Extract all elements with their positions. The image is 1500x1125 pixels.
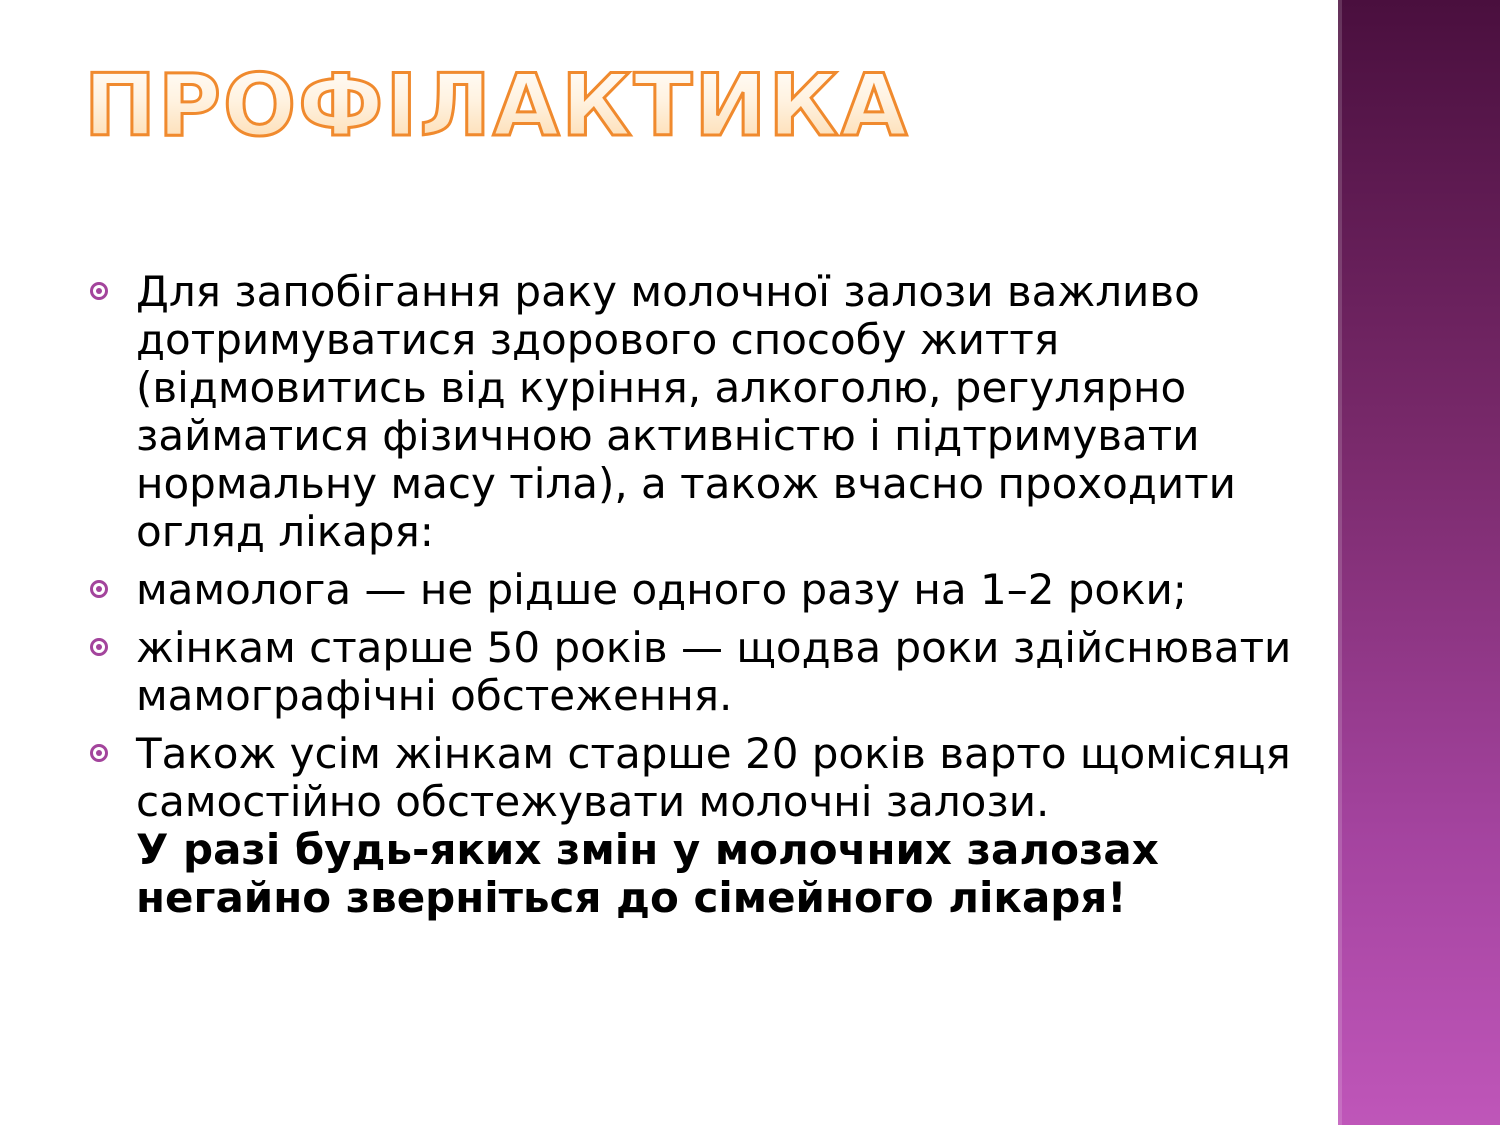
bullet-item-mammologist — [90, 566, 1310, 614]
slide-title: ПРОФІЛАКТИКА — [84, 56, 910, 156]
bullet-list — [90, 268, 1310, 932]
circle-bullet-icon — [90, 580, 108, 598]
bullet-item-mammography — [90, 624, 1310, 720]
bullet-text: мамолога — не рідше одного разу на 1–2 роки; — [136, 565, 1187, 614]
decorative-side-band — [1338, 0, 1500, 1125]
side-band-highlight — [1338, 0, 1342, 1125]
bullet-bold-note: У разі будь-яких змін у молочних залозах негайно зверніться до сімейного лікаря! — [136, 825, 1159, 922]
bullet-text: жінкам старше 50 років — щодва роки здійснювати мамографічні обстеження. — [136, 623, 1292, 720]
circle-bullet-icon — [90, 638, 108, 656]
bullet-item-self-exam — [90, 730, 1310, 922]
circle-bullet-icon — [90, 282, 108, 300]
bullet-text: Для запобігання раку молочної залози важливо дотримуватися здорового способу життя (відмовитись від куріння, алкоголю, регулярно займатися фізичною активністю і підтримувати нормальну масу тіла), а також вчасно проходити огляд лікаря: — [136, 267, 1236, 556]
bullet-item-prevention — [90, 268, 1310, 556]
bullet-text: Також усім жінкам старше 20 років варто щомісяця самостійно обстежувати молочні залози. — [136, 729, 1291, 826]
circle-bullet-icon — [90, 744, 108, 762]
